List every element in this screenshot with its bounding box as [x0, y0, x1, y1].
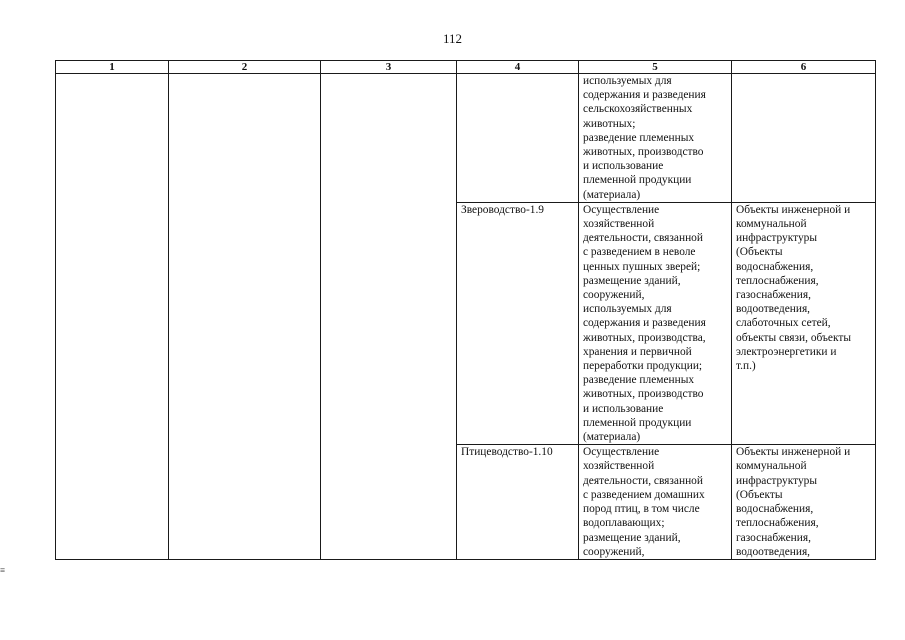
- column-header-1: 1: [56, 61, 169, 74]
- cell-description: Осуществление хозяйственной деятельности, связанной с разведением домашних пород птиц, в том числе водоплавающих; размещение зданий, сооружений,: [579, 445, 732, 560]
- column-header-4: 4: [457, 61, 579, 74]
- table-header-row: [56, 61, 876, 74]
- table-row-continuation: [56, 74, 876, 203]
- margin-mark: ≡: [0, 565, 6, 575]
- land-use-table: [55, 60, 876, 560]
- cell-col3-merged: [321, 74, 457, 560]
- cell-use-type: Птицеводство-1.10: [457, 445, 579, 560]
- column-header-3: 3: [321, 61, 457, 74]
- column-header-5: 5: [579, 61, 732, 74]
- cell-col1-merged: [56, 74, 169, 560]
- cell-use-type: Звероводство-1.9: [457, 202, 579, 444]
- cell-auxiliary-objects: [732, 74, 876, 203]
- cell-description: Осуществление хозяйственной деятельности, связанной с разведением в неволе ценных пушных зверей; размещение зданий, сооружений, используемых для содержания и разведения животных, производства, хранения и первичной переработки продукции; разведение племенных животных, производство и использование племенной продукции (материала): [579, 202, 732, 444]
- cell-use-type: [457, 74, 579, 203]
- cell-auxiliary-objects: Объекты инженерной и коммунальной инфраструктуры (Объекты водоснабжения, теплоснабжения, газоснабжения, водоотведения,: [732, 445, 876, 560]
- column-header-2: 2: [169, 61, 321, 74]
- cell-auxiliary-objects: Объекты инженерной и коммунальной инфраструктуры (Объекты водоснабжения, теплоснабжения, газоснабжения, водоотведения, слаботочных сетей, объекты связи, объекты электроэнергетики и т.п.): [732, 202, 876, 444]
- page-number: 112: [442, 31, 463, 46]
- cell-col2-merged: [169, 74, 321, 560]
- column-header-6: 6: [732, 61, 876, 74]
- cell-description: используемых для содержания и разведения сельскохозяйственных животных; разведение племенных животных, производство и использование племенной продукции (материала): [579, 74, 732, 203]
